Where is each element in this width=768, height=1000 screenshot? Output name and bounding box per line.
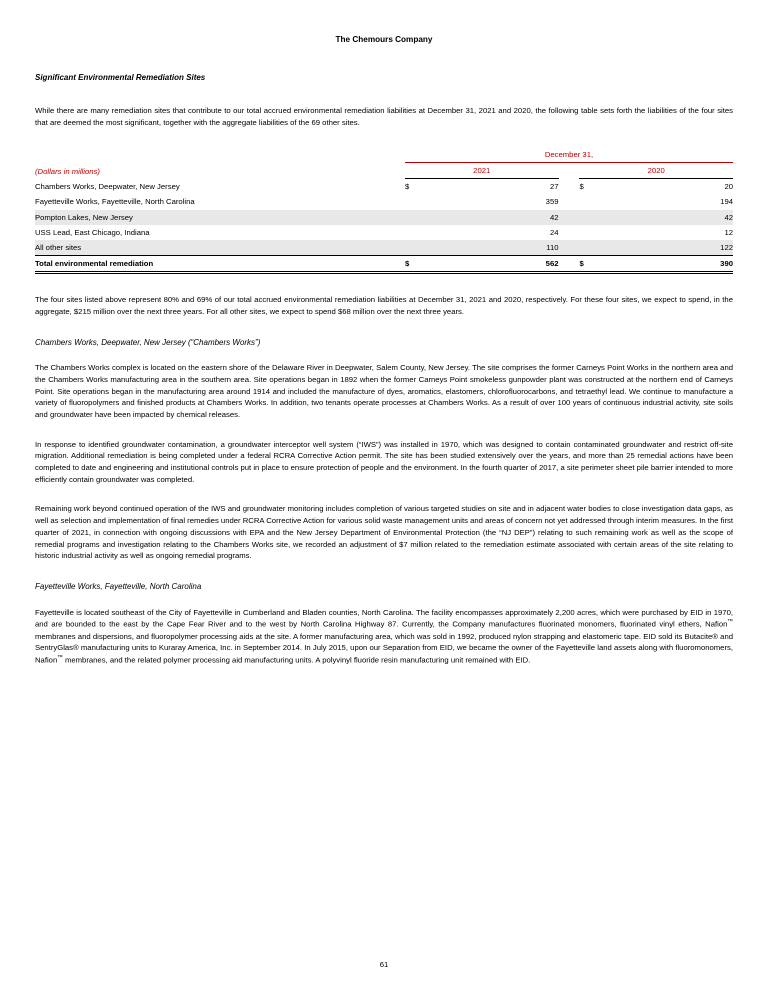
chambers-works-heading: Chambers Works, Deepwater, New Jersey (“Chambers Works”) xyxy=(35,337,261,347)
fayetteville-paragraph-1 xyxy=(35,607,733,667)
row-value-2021: 42 xyxy=(426,210,559,225)
table-period-header-row xyxy=(35,147,733,163)
post-table-paragraph: The four sites listed above represent 80% and 69% of our total accrued environmental remediation liabilities at December 31, 2021 and 2020, respectively. For these four sites, we expect to spend, in the aggregate, $215 million over the next three years. For all other sites, we expect to spend $68 million over the next three years. xyxy=(35,295,733,316)
fayetteville-text-part-2: membranes and dispersions, and fluoropolymer processing aids at the site. A former manufacturing area, which was sold in 1992, produced nylon strapping and elastomeric tape. EID sold its Butacite® and SentryGlas® manufacturing units to Kuraray America, Inc. in September 2014. In July 2015, upon our Separation from EID, we became the owner of the Fayetteville land assets along with fluoromonomers, Nafion xyxy=(35,631,733,665)
chambers-paragraph-3: Remaining work beyond continued operation of the IWS and groundwater monitoring includes completion of various targeted studies on site and in adjacent water bodies to close investigation data gaps, as well as selection and implementation of final remedies under RCRA Corrective Action for various solid waste management units and areas of concern not yet addressed through interim measures. In the first quarter of 2021, in connection with ongoing discussions with EPA and the New Jersey Department of Environmental Protection (the “NJ DEP”) relating to such remaining work as well as the scope of remedial programs and investigation relating to the Chambers Works site, we recorded an adjustment of $7 million related to the remediation estimate associated with certain areas of the site relating to historic industrial activity as well as ongoing remedial programs. xyxy=(35,504,733,561)
fayetteville-text-part-1: Fayetteville is located southeast of the City of Fayetteville in Cumberland and Bladen counties, North Carolina. The facility encompasses approximately 2,200 acres, which were purchased by EID in 1970, and are bounded to the east by the Cape Fear River and to the west by North Carolina Highway 87. Currently, the Company manufactures fluorinated monomers, fluorinated vinyl ethers, Nafion xyxy=(35,607,733,629)
table-row xyxy=(35,225,733,240)
row-value-2020: 122 xyxy=(600,240,733,256)
currency-symbol: $ xyxy=(579,255,600,272)
intro-paragraph: While there are many remediation sites that contribute to our total accrued environmental remediation liabilities at December 31, 2021 and 2020, the following table sets forth the liabilities of the four sites that are deemed the most significant, together with the aggregate liabilities of the 69 other sites. xyxy=(35,106,733,128)
fayetteville-works-heading: Fayetteville Works, Fayetteville, North Carolina xyxy=(35,581,202,591)
total-value-2020: 390 xyxy=(600,255,733,272)
year-header-2021: 2021 xyxy=(405,163,559,179)
chambers-paragraph-1: The Chambers Works complex is located on the eastern shore of the Delaware River in Deepwater, Salem County, New Jersey. The site comprises the former Carneys Point Works in the northern area and the Chambers Works manufacturing area in the southern area. Site operations began in 1892 when the former Carneys Point smokeless gunpowder plant was constructed at the northern end of Carneys Point. Site operations began in the manufacturing area around 1914 and included the manufacture of dyes, aromatics, elastomers, chlorofluorocarbons, and tetraethyl lead. We continue to manufacture a variety of fluoropolymers and finished products at Chambers Works. In addition, two tenants operate processes at Chambers Works. As a result of over 100 years of continuous industrial activity, site soils and groundwater have been impacted by chemical releases. xyxy=(35,363,733,419)
remediation-liabilities-table xyxy=(35,147,733,274)
currency-symbol: $ xyxy=(404,182,410,192)
row-value-2021: 359 xyxy=(545,197,559,207)
row-label: All other sites xyxy=(35,240,405,256)
chambers-paragraph-2: In response to identified groundwater contamination, a groundwater interceptor well system (“IWS”) was installed in 1970, which was designed to contain contaminated groundwater and restrict off-site migration. Additional remediation is being completed under a federal RCRA Corrective Action permit. The site has been studied extensively over the years, and more than 25 remedial actions have been completed to date and engineering and institutional controls put in place to ensure protection of people and the environment. In the fourth quarter of 2017, a site perimeter sheet pile barrier intended to more efficiently contain groundwater was completed. xyxy=(35,439,733,484)
year-header-2020: 2020 xyxy=(579,163,733,179)
currency-symbol: $ xyxy=(579,182,584,192)
table-row xyxy=(35,210,733,225)
period-header: December 31, xyxy=(405,147,733,163)
total-label: Total environmental remediation xyxy=(35,255,405,272)
page-number: 61 xyxy=(379,959,389,969)
row-label: Pompton Lakes, New Jersey xyxy=(35,210,405,225)
fayetteville-text-part-3: membranes, and the related polymer processing aid manufacturing units. A polyvinyl fluoride resin manufacturing unit remained with EID. xyxy=(62,655,531,665)
company-title: The Chemours Company xyxy=(335,35,433,44)
section-heading: Significant Environmental Remediation Sites xyxy=(35,72,206,82)
row-label: Fayetteville Works, Fayetteville, North Carolina xyxy=(35,197,195,207)
row-value-2021: 24 xyxy=(549,227,559,237)
table-total-row xyxy=(35,255,733,272)
table-year-header-row xyxy=(35,163,733,179)
units-note: (Dollars in millions) xyxy=(35,166,100,176)
trademark-icon: ™ xyxy=(727,619,733,626)
row-label: Chambers Works, Deepwater, New Jersey xyxy=(35,182,180,192)
row-value-2020: 42 xyxy=(600,210,733,225)
currency-symbol: $ xyxy=(405,255,426,272)
total-value-2021: 562 xyxy=(426,255,559,272)
row-label: USS Lead, East Chicago, Indiana xyxy=(35,227,150,237)
row-value-2020: 20 xyxy=(724,182,733,192)
row-value-2021: 110 xyxy=(426,240,559,256)
table-row xyxy=(35,194,733,209)
table-row xyxy=(35,240,733,256)
table-row xyxy=(35,179,733,195)
row-value-2020: 194 xyxy=(720,197,733,207)
row-value-2021: 27 xyxy=(549,182,559,192)
trademark-icon: ™ xyxy=(57,654,63,661)
row-value-2020: 12 xyxy=(724,227,733,237)
